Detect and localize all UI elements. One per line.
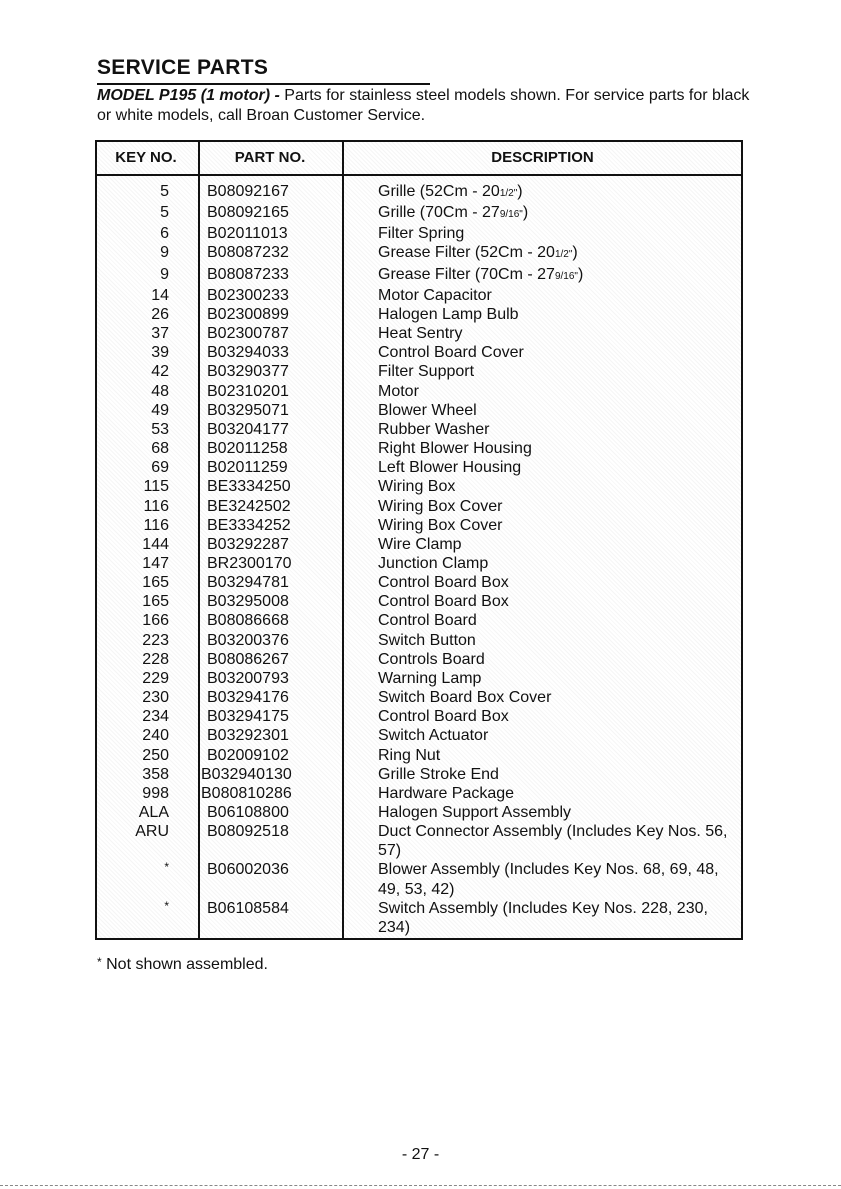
table-row [97,803,741,822]
part-no-cell: BE3334250 [207,478,291,496]
header-description: DESCRIPTION [491,149,594,166]
description-cell [378,573,738,592]
part-no-cell: B06002036 [207,861,289,879]
description-text: Control Board Box [378,593,509,611]
table-row [97,669,741,688]
table-row [97,401,741,420]
description-text: Motor [378,382,419,400]
description-cell [378,688,738,707]
part-no-cell: B02011259 [207,459,288,477]
key-no-cell: 9 [160,265,169,283]
table-row [97,554,741,573]
table-row [97,707,741,726]
description-text: Right Blower Housing [378,440,532,458]
table-row [97,688,741,707]
part-no-cell: B03200793 [207,669,289,687]
description-cell [378,203,738,224]
description-cell [378,765,738,784]
part-no-cell: B08092165 [207,204,289,222]
key-no-cell: 240 [142,727,169,745]
description-cell [378,324,738,343]
intro-paragraph [97,86,757,126]
description-cell [378,554,738,573]
part-no-cell: B08086267 [207,650,289,668]
key-no-cell: 6 [160,225,169,243]
key-no-cell: 26 [151,305,169,323]
key-no-cell: 358 [142,765,169,783]
table-row [97,573,741,592]
description-cell [378,726,738,745]
part-no-cell: BE3334252 [207,516,291,534]
description-cell [378,860,738,898]
description-cell [378,669,738,688]
description-cell [378,224,738,243]
key-no-cell: 14 [151,286,169,304]
description-cell [378,535,738,554]
fraction-text: 1/2" [554,249,573,261]
table-row [97,497,741,516]
table-row [97,343,741,362]
description-text: Control Board Box [378,574,509,592]
description-text: Wiring Box Cover [378,516,503,534]
description-cell [378,343,738,362]
description-cell [378,420,738,439]
table-row [97,860,741,898]
description-tail: ) [517,183,523,200]
part-no-cell: B02011013 [207,225,288,243]
description-text: Heat Sentry [378,325,463,343]
key-no-cell: 223 [142,631,169,649]
description-text: Left Blower Housing [378,459,522,477]
description-text: Control Board [378,612,477,630]
description-cell [378,497,738,516]
key-no-cell: 250 [142,746,169,764]
key-no-cell: 165 [142,593,169,611]
table-row [97,650,741,669]
description-cell [378,611,738,630]
model-label: MODEL P195 (1 motor) - [97,87,280,104]
description-cell [378,899,738,937]
description-text: Wiring Box Cover [378,497,503,515]
description-text: Switch Board Box Cover [378,689,552,707]
part-no-cell: B08086668 [207,612,289,630]
table-row [97,535,741,554]
part-no-cell: B03204177 [207,420,289,438]
description-text: Switch Actuator [378,727,489,745]
key-no-cell: 147 [142,554,169,572]
key-no-cell: 49 [151,401,169,419]
part-no-cell: B08087233 [207,265,289,283]
description-text: Grille (70Cm - 27 [378,204,500,222]
part-no-cell: B03294033 [207,344,289,362]
description-text: Motor Capacitor [378,286,492,304]
description-cell [378,650,738,669]
part-no-cell: B03295008 [207,593,289,611]
key-no-cell: 53 [151,420,169,438]
description-text: Control Board Box [378,708,509,726]
key-no-cell: * [164,860,169,875]
part-no-cell: B03292287 [207,535,289,553]
part-no-cell: B02300899 [207,305,289,323]
description-text: Wire Clamp [378,535,462,553]
page-edge-rule [0,1185,841,1186]
description-text: Grease Filter (70Cm - 27 [378,265,555,283]
key-no-cell: 5 [160,183,169,200]
header-key-no: KEY NO. [115,149,177,166]
part-no-cell: B02300233 [207,286,289,304]
part-no-cell: B080810286 [201,784,292,802]
description-cell [378,803,738,822]
fraction-text: 1/2" [499,188,518,199]
description-text: Halogen Support Assembly [378,804,571,821]
key-no-cell: 116 [143,497,169,515]
part-no-cell: B032940130 [201,765,292,783]
part-no-cell: B03292301 [207,727,289,745]
description-text: Wiring Box [378,478,456,496]
key-no-cell: 144 [142,535,169,553]
key-no-cell: 228 [142,650,169,668]
description-cell [378,822,738,860]
key-no-cell: 229 [142,669,169,687]
description-cell [378,631,738,650]
table-row [97,224,741,243]
part-no-cell: B03295071 [207,401,289,419]
table-row [97,286,741,305]
table-row [97,746,741,765]
table-row [97,516,741,535]
description-tail: ) [522,204,529,222]
description-text: Ring Nut [378,746,441,764]
description-text: Duct Connector Assembly (Includes Key Nos. 56, 57) [378,823,728,860]
table-row [97,631,741,650]
part-no-cell: B03290377 [207,363,289,381]
key-no-cell: 69 [151,459,169,477]
description-text: Filter Support [378,363,475,381]
intro-text: Parts for stainless steel models shown. For service parts for black or white models, call Broan Customer Service. [97,87,750,124]
description-text: Switch Button [378,631,476,649]
key-no-cell: 234 [142,708,169,726]
key-no-cell: ALA [138,804,169,821]
table-row [97,243,741,264]
description-text: Switch Assembly (Includes Key Nos. 228, 230, 234) [378,899,708,936]
key-no-cell: ARU [135,823,169,841]
description-text: Blower Wheel [378,401,477,419]
description-cell [378,746,738,765]
description-cell [378,182,738,203]
part-no-cell: B06108584 [207,899,289,917]
table-row [97,182,741,203]
description-tail: ) [577,265,584,283]
key-no-cell: 68 [151,440,169,458]
description-cell [378,784,738,803]
part-no-cell: B03294176 [207,689,289,707]
page-title: SERVICE PARTS [97,56,269,79]
table-row [97,784,741,803]
description-cell [378,305,738,324]
key-no-cell: 166 [142,612,169,630]
part-no-cell: B02011258 [207,440,288,458]
table-row [97,592,741,611]
part-no-cell: B02009102 [207,746,289,764]
table-body [97,182,741,937]
table-row [97,822,741,860]
key-no-cell: 998 [142,784,169,802]
part-no-cell: B03294175 [207,708,289,726]
description-text: Hardware Package [378,784,515,802]
description-text: Filter Spring [378,225,465,243]
key-no-cell: 165 [142,574,169,592]
table-row [97,265,741,286]
description-text: Controls Board [378,650,485,668]
description-cell [378,516,738,535]
description-cell [378,439,738,458]
description-cell [378,243,738,264]
description-cell [378,265,738,286]
key-no-cell: 115 [143,478,169,496]
key-no-cell: 116 [143,516,169,534]
part-no-cell: B08092518 [207,823,289,841]
key-no-cell: 42 [151,363,169,381]
part-no-cell: B03294781 [207,574,289,592]
description-cell [378,477,738,496]
footnote-asterisk: * [97,955,102,969]
description-text: Grille (52Cm - 20 [378,183,500,200]
table-row [97,899,741,937]
description-text: Rubber Washer [378,420,490,438]
description-text: Control Board Cover [378,344,524,362]
key-no-cell: 39 [151,344,169,362]
part-no-cell: B08087232 [207,244,289,262]
description-text: Blower Assembly (Includes Key Nos. 68, 69, 48, 49, 53, 42) [378,861,719,898]
part-no-cell: B02300787 [207,325,289,343]
description-text: Grille Stroke End [378,765,499,783]
table-row [97,362,741,381]
key-no-cell: * [164,898,169,913]
table-row [97,611,741,630]
key-no-cell: 37 [151,325,169,343]
service-parts-table [95,140,743,940]
description-cell [378,592,738,611]
page-number: - 27 - [401,1146,440,1163]
table-row [97,305,741,324]
description-cell [378,382,738,401]
header-part-no: PART NO. [234,149,306,166]
description-text: Halogen Lamp Bulb [378,305,519,323]
key-no-cell: 48 [151,382,169,400]
title-underline [97,83,430,85]
table-row [97,458,741,477]
part-no-cell: B03200376 [207,631,289,649]
description-cell [378,707,738,726]
part-no-cell: B08092167 [207,183,289,200]
description-text: Warning Lamp [378,669,482,687]
part-no-cell: BE3242502 [207,497,291,515]
table-row [97,324,741,343]
part-no-cell: BR2300170 [207,554,292,572]
table-row [97,726,741,745]
footnote [97,956,268,974]
key-no-cell: 230 [142,689,169,707]
table-row [97,382,741,401]
part-no-cell: B06108800 [207,804,289,821]
description-cell [378,286,738,305]
table-row [97,439,741,458]
description-tail: ) [572,244,578,262]
table-row [97,477,741,496]
table-header [97,142,741,176]
description-cell [378,401,738,420]
table-row [97,420,741,439]
table-row [97,765,741,784]
key-no-cell: 9 [160,244,169,262]
description-cell [378,362,738,381]
fraction-text: 9/16" [554,270,578,282]
description-cell [378,458,738,477]
fraction-text: 9/16" [499,209,523,221]
key-no-cell: 5 [160,204,169,222]
table-row [97,203,741,224]
description-text: Grease Filter (52Cm - 20 [378,244,555,262]
part-no-cell: B02310201 [207,382,289,400]
footnote-text: Not shown assembled. [101,956,268,973]
description-text: Junction Clamp [378,554,489,572]
